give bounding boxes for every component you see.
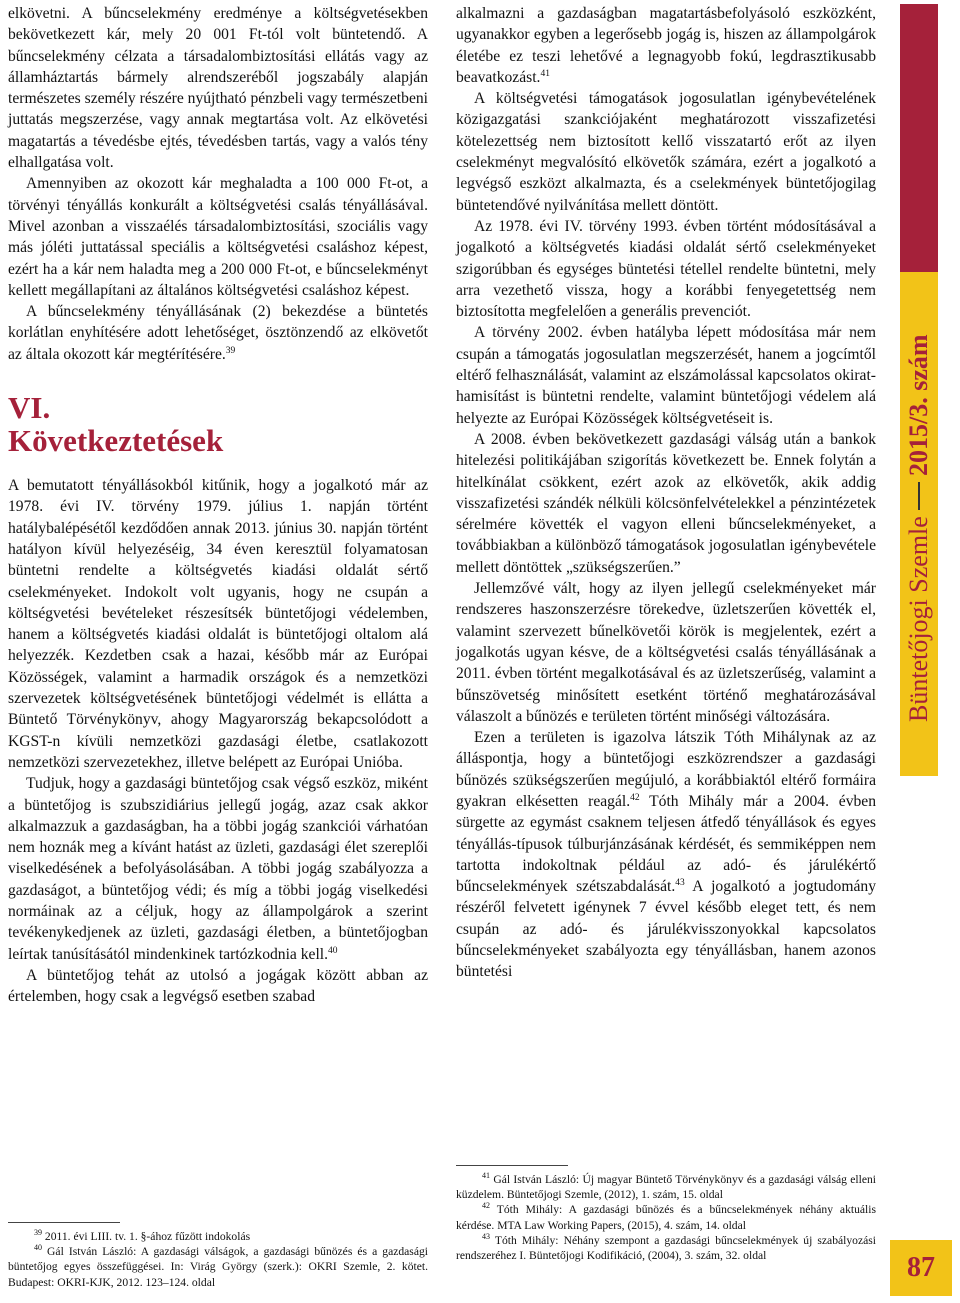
right-column <box>456 0 876 983</box>
spine-separator <box>918 482 920 510</box>
paragraph <box>8 301 428 365</box>
footnote-text: Tóth Mihály: Néhány szempont a gazdasági bűncselekmények új szabályozási rendszeréhez I. Büntetőjogi Kodifikáció, (2004), 3. szám, 32. oldal <box>456 1233 876 1263</box>
footnote-ref[interactable]: 43 <box>675 877 685 888</box>
footnote-text: Gál István László: A gazdasági válságok, a gazdasági bűnözés és a gazdasági büntetőjog egyes összefüggései. In: Virág György (szerk.): OKRI Szemle, 2. kötet. Budapest: OKRI-KJK, 2012. 123–124. oldal <box>8 1245 428 1289</box>
paragraph-text: A bűncselekmény tényállásának (2) bekezdése a büntetés korlátlan enyhítésére adott lehetőséget, ösztönzendő az elkövetőt az általa okozott kár megtérítésére. <box>8 303 428 363</box>
paragraph: Amennyiben az okozott kár meghaladta a 100 000 Ft-ot, a törvényi tényállás konkurált a költségvetési csalás tényállásával. Mivel azonban a visszaélés társadalombiztosítási, szociális vagy más jóléti juttatással speciális a költségvetési csaláshoz képest, ezért ha a kár nem haladta meg a 200 000 Ft-ot, e bűncselekményt kellett megállapítani az általános költségvetési csaláshoz képest. <box>8 175 428 299</box>
footnote-text: Gál István László: Új magyar Büntető Törvénykönyv és a gazdasági válság elleni küzdelem. Büntetőjogi Szemle, (2012), 1. szám, 15. oldal <box>456 1173 876 1202</box>
paragraph <box>456 727 876 983</box>
footnotes-left <box>8 1222 428 1290</box>
footnote-ref[interactable]: 41 <box>540 68 550 79</box>
paragraph-text: A jogalkotó a jogtudomány részéről felvetett igénynek 7 évvel később eleget tett, és nem csupán az adó- és járulékvisszonyokkal kapcsolatos bűncselekményeket szabályozta egy tényállásban, hanem azonos büntetési <box>456 878 876 981</box>
footnote-number: 39 <box>34 1228 42 1238</box>
footnote-ref[interactable]: 40 <box>328 945 338 956</box>
paragraph-text: alkalmazni a gazdaságban magatartásbefolyásoló eszközként, ugyanakkor egyben a legerősebb jogág is, hiszen az állampolgárok életébe ez teszi lehetővé a legnagyobb fokú, legdrasztikusabb beavatkozást. <box>456 5 876 86</box>
paragraph-text: Ezen a területen is igazolva látszik Tóth Mihálynak az az álláspontja, hogy a büntetőjogi eszközrendszer a gazdasági bűnözés szükségszerűen megújuló, a korábbiaktól eltérő formáira gyakran elkésetten reagál. <box>456 729 876 810</box>
footnote-text: 2011. évi LIII. tv. 1. §-ához fűzött indokolás <box>44 1230 251 1243</box>
spine-red-band <box>900 4 938 272</box>
paragraph: A 2008. évben bekövetkezett gazdasági válság után a bankok hitelezési politikájában szigorítás következett be. Ennek folytán a hitelkínálat csökkent, ezért azok az elkövetők, akik addig visszafizetési szándék nélküli kölcsönfelvételekkel a pénzintézetek sérelmére követték el vagyon elleni bűncselekményeket, a továbbiakban a különböző támogatások jogosulatlan igénybevétele mellett döntöttek „szükségszerűen.” <box>456 430 876 576</box>
paragraph: Az 1978. évi IV. törvény 1993. évben történt módosításával a jogalkotó a költségvetés kiadási oldalát sértő cselekményeket szigorúbban és egységes büntetési tétellel rendelte büntetni, mely arra vezethető vissza, hogy a korábbi fenyegetettség nem biztosította megfelelően a generális prevenciót. <box>456 217 876 321</box>
footnote-ref[interactable]: 42 <box>630 792 640 803</box>
paragraph: A bemutatott tényállásokból kitűnik, hogy a jogalkotó már az 1978. évi IV. törvény 1979. július 1. napján történt hatálybalépésétől kezdődően annak 2013. június 30. napján történt hatályon kívül helyezéséig, 34 éven keresztül folyamatosan büntetni rendelte a költségvetés kiadási oldalát sértő cselekményeket. Indokolt volt ugyanis, hogy ne csupán a költségvetési bevételeket részesítsék büntetőjogi védelemben, hanem a költségvetés kiadási oldalát is büntetőjogi oltalom alá helyezzék. Kezdetben csak a hazai, később már az Európai Közösségek, valamint a harmadik országok és a nemzetközi szervezetek költségvetésének büntetőjogi védelmét is ellátta a Büntető Törvénykönyv, ahogy Magyarország bekapcsolódott a KGST-n kívüli nemzetközi gazdasági életbe, csatlakozott nemzetközi szervezetekhez, illetve belépett az Európai Unióba. <box>8 477 428 771</box>
footnote-number: 40 <box>34 1243 42 1253</box>
footnote-divider <box>456 1165 568 1166</box>
paragraph-text: Tudjuk, hogy a gazdasági büntetőjog csak végső eszköz, miként a büntetőjog is szubszidiárius jellegű jogág, azaz csak akkor alkalmazzuk a gazdaságban, ha a többi jogág szankciói várhatóan nem hoznák meg a kívánt hatást az üzleti, gazdasági élet szereplői viselkedésének a befolyásolásában. A többi jogág szabályozza a gazdaságot, a büntetőjog védi; és míg a többi jogág viselkedési normáinak az a céljuk, hogy az állampolgárok a szerint tevékenykedjenek az üzleti, gazdasági életben, a büntetőjogban leírtak tanúsításától mindenkinek tartózkodnia kell. <box>8 775 428 963</box>
paragraph: A költségvetési támogatások jogosulatlan igénybevételének közigazgatási szankciójaként meghatározott visszafizetési kötelezettség nem biztosított kellő visszatartó erőt az ilyen cselekményt megvalósító elkövetők számára, ezért a jogalkotó a legvégső eszközt alkalmazta, és a cselekmények büntetőjogilag büntetendővé nyilvánítása mellett döntött. <box>456 90 876 214</box>
issue-label: 2015/3. szám <box>904 334 933 476</box>
paragraph: A büntetőjog tehát az utolsó a jogágak között abban az értelemben, hogy csak a legvégső esetben szabad <box>8 966 428 1006</box>
paragraph: elkövetni. A bűncselekmény eredménye a költségvetésekben bekövetkezett kár, mely 20 001 Ft-tól volt büntetendő. A bűncselekmény célzata a társadalombiztosítási ellátás vagy az államháztartás bármely alrendszeréből jogszabály alapján természetes személy részére nyújtható pénzbeli vagy természetbeni juttatás megszerzése, vagy annak megtartása volt. Az elkövetési magatartás a tévedésbe ejtés, tévedésben tartás, vagy a valós tény elhallgatása volt. <box>8 5 428 172</box>
footnote <box>456 1233 876 1263</box>
footnotes-right <box>456 1165 876 1263</box>
footnote <box>8 1229 428 1244</box>
footnote-divider <box>8 1222 120 1223</box>
footnote-text: Tóth Mihály: A gazdasági bűnözés és a bűncselekmények néhány aktuális kérdése. MTA Law Working Papers, (2015), 4. szám, 14. oldal <box>456 1203 876 1232</box>
section-number: VI. <box>8 390 51 426</box>
spine-label <box>900 298 938 758</box>
footnote-ref[interactable]: 39 <box>225 345 236 356</box>
footnote-number: 43 <box>482 1231 490 1241</box>
paragraph: Jellemzővé vált, hogy az ilyen jellegű cselekményeket már rendszeres haszonszerzésre törekedve, üzletszerűen követték el, valamint szervezett bűnelkövetői körök is megjelentek, ezért a jogalkotás ugyan késve, de a költségvetési csalás tényállásának a 2011. évben történt megalkotásával és az üzletszerűség, valamint a bűnszövetség minősített esetként történő meghatározásával válaszolt a bűnözés e területen történt minőségi változására. <box>456 580 876 725</box>
paragraph <box>456 3 876 88</box>
footnote-number: 42 <box>482 1201 490 1211</box>
left-column <box>8 0 428 1007</box>
paragraph: A törvény 2002. évben hatályba lépett módosítása már nem csupán a támogatás jogosulatlan megszerzését, hanem a jogcímtől eltérő felhasználását, valamint az elszámolással kapcsolatos okirat-hamisítást is büntetni rendelte, valamint büntetőjogi védelem alá helyezte az Európai Közösségek költségvetéseit is. <box>456 324 876 427</box>
paragraph-text: Tóth Mihály már a 2004. évben sürgette az egymást csaknem teljesen átfedő tényállások és egyes tényállás-típusok túlburjánzásának kérdését, és semmiképpen nem tartotta indokoltnak például az adó- és járulékértő bűncselekmények szétszabdalását. <box>456 792 876 896</box>
footnote <box>456 1202 876 1232</box>
paragraph <box>8 773 428 965</box>
footnote-number: 41 <box>482 1171 490 1181</box>
section-title: Következtetések <box>8 423 224 459</box>
page-number: 87 <box>890 1240 952 1296</box>
footnote <box>456 1172 876 1202</box>
section-heading <box>8 391 428 457</box>
footnote <box>8 1244 428 1290</box>
journal-title: Büntetőjogi Szemle <box>904 515 933 722</box>
